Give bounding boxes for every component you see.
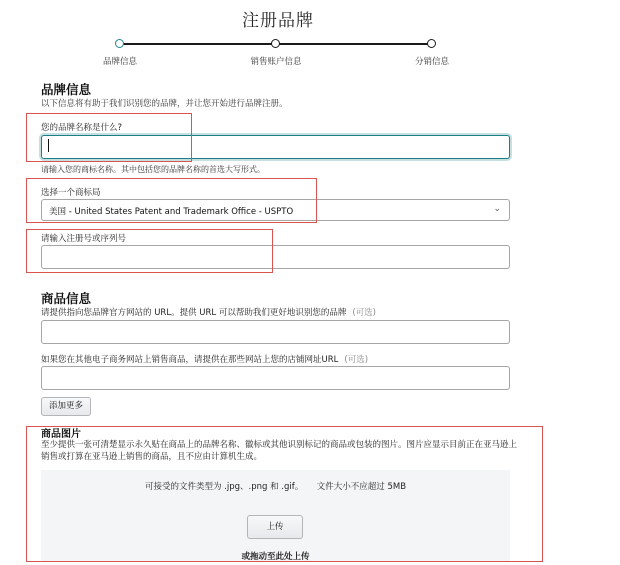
- registration-number-label: 请输入注册号或序列号: [41, 234, 127, 244]
- highlight-box-registration: [26, 229, 273, 273]
- product-section-title: 商品信息: [41, 291, 92, 306]
- add-more-button[interactable]: 添加更多: [41, 397, 91, 416]
- step-3-dot[interactable]: [427, 39, 436, 48]
- file-size-note: 文件大小不应超过 5MB: [316, 482, 407, 492]
- trademark-office-label: 选择一个商标局: [41, 188, 101, 198]
- page-title: 注册品牌: [242, 11, 314, 31]
- brand-name-hint: 请输入您的商标名称。其中包括您的品牌名称的首选大写形式。: [41, 165, 265, 174]
- upload-button[interactable]: 上传: [247, 515, 303, 539]
- step-2-dot[interactable]: [271, 39, 280, 48]
- image-section-title: 商品图片: [41, 429, 81, 440]
- store-url-label-text: 如果您在其他电子商务网站上销售商品，请提供在那些网站上您的店铺网址URL: [41, 355, 339, 365]
- file-types-note: 可接受的文件类型为 .jpg、.png 和 .gif。: [144, 482, 304, 492]
- brand-section-description: 以下信息将有助于我们识别您的品牌，并让您开始进行品牌注册。: [41, 99, 288, 109]
- step-3-label: 分销信息: [414, 57, 450, 67]
- drag-upload-hint: 或拖动至此处上传: [241, 552, 310, 562]
- progress-stepper: [0, 36, 620, 68]
- brand-name-label: 您的品牌名称是什么?: [41, 123, 123, 133]
- website-url-label: [41, 306, 376, 318]
- chevron-down-icon: ⌄: [493, 204, 501, 214]
- highlight-box-product-images: [26, 426, 543, 562]
- website-url-input[interactable]: [41, 320, 510, 344]
- highlight-box-brand-name: [26, 113, 192, 162]
- brand-section-title: 品牌信息: [41, 82, 92, 97]
- website-url-optional: (可选): [352, 308, 376, 318]
- step-2-label: 销售账户信息: [250, 57, 302, 67]
- website-url-label-text: 请提供指向您品牌官方网站的 URL。提供 URL 可以帮助我们更好地识别您的品牌: [41, 308, 347, 318]
- highlight-box-trademark-office: [26, 178, 317, 223]
- image-section-description: 至少提供一张可清楚显示永久贴在商品上的品牌名称、徽标或其他识别标记的商品或包装的图片。图片应显示目前正在亚马逊上销售或打算在亚马逊上销售的商品，且不应由计算机生成。: [41, 440, 518, 462]
- step-1-label: 品牌信息: [102, 57, 138, 67]
- store-url-optional: (可选): [344, 355, 369, 365]
- step-1-dot[interactable]: [115, 39, 124, 48]
- store-url-label: [41, 353, 368, 365]
- trademark-office-value: 美国 - United States Patent and Trademark Office - USPTO: [49, 207, 294, 217]
- store-url-input[interactable]: [41, 366, 510, 390]
